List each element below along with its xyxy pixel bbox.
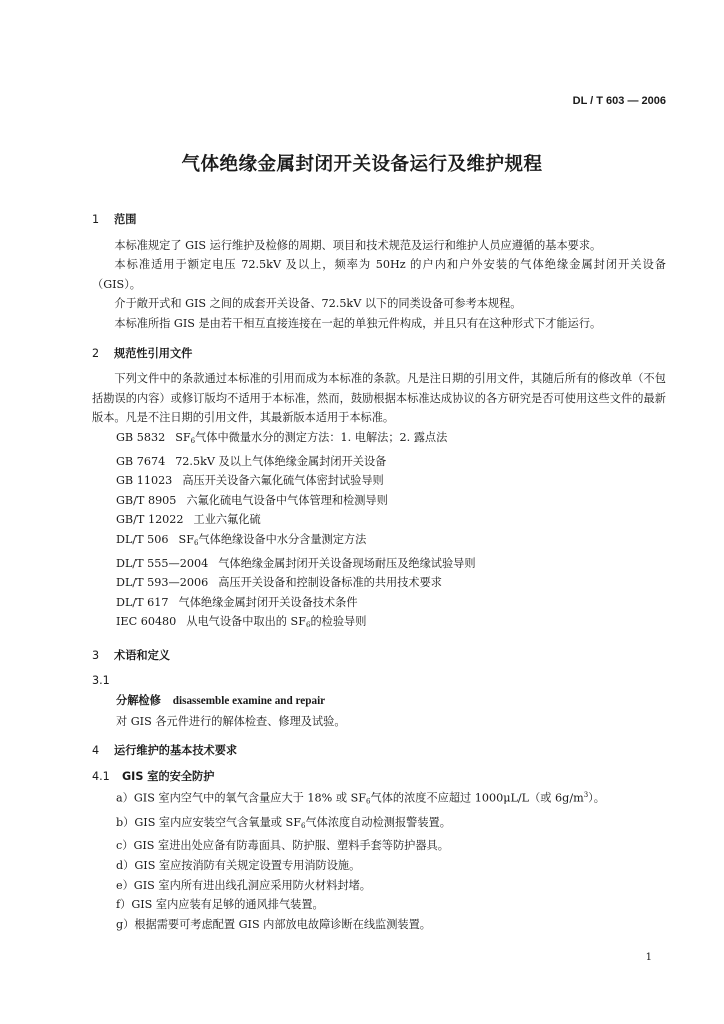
reference-code: GB 5832 [116,430,166,444]
reference-code: DL/T 506 [116,532,169,546]
reference-title: 气体绝缘金属封闭开关设备现场耐压及绝缘试验导则 [218,556,476,570]
section-1-paragraph-4: 本标准所指 GIS 是由若干相互直接连接在一起的单独元件构成，并且只有在这种形式下才能运行。 [114,316,602,330]
reference-title: 高压开关设备和控制设备标准的共用技术要求 [218,576,442,590]
reference-list [92,428,666,636]
list-item-b: b）GIS 室内应安装空气含氧量或 $SF_6$气体浓度自动检测报警装置。 [116,815,451,830]
list-item-f: f）GIS 室内应装有足够的通风排气装置。 [116,898,324,912]
reference-code: DL/T 593—2006 [116,576,209,590]
section-1-paragraph-1: 本标准规定了 GIS 运行维护及检修的周期、项目和技术规范及运行和维护人员应遵循的基本要求。 [114,238,602,252]
reference-title: 气体绝缘设备中水分含量测定方法 [198,532,367,546]
section-1-heading: 1 范围 [92,213,137,226]
reference-item [92,452,666,472]
reference-title: 的检验导则 [310,615,367,629]
section-2-heading: 2 规范性引用文件 [92,346,193,360]
reference-item [92,573,666,593]
reference-code: GB/T 12022 [116,513,184,527]
reference-title: 六氟化硫电气设备中气体管理和检测导则 [186,493,388,507]
section-2-paragraph: 下列文件中的条款通过本标准的引用而成为本标准的条款。凡是注日期的引用文件，其随后所有的修改单（不包括勘误的内容）或修订版均不适用于本标准，然而，鼓励根据本标准达成协议的各方研究是否可使用这些文件的最新版本。凡是不注日期的引用文件，其最新版本适用于本标准。 [92,372,666,425]
reference-title: 高压开关设备六氟化硫气体密封试验导则 [182,474,384,488]
reference-code: DL/T 555—2004 [116,556,209,570]
reference-item [92,593,666,613]
reference-code: GB/T 8905 [116,493,177,507]
document-body [92,210,666,934]
reference-title: 72.5kV 及以上气体绝缘金属封闭开关设备 [175,454,387,468]
reference-title: 气体绝缘金属封闭开关设备技术条件 [178,595,358,609]
section-4-heading: 4 运行维护的基本技术要求 [92,744,238,758]
reference-code: GB 11023 [116,474,173,488]
list-item-g: g）根据需要可考虑配置 GIS 内部放电故障诊断在线监测装置。 [116,917,431,931]
section-1-paragraph-3: 介于敞开式和 GIS 之间的成套开关设备、72.5kV 以下的同类设备可参考本规程。 [114,297,522,311]
list-item-a: a）GIS 室内空气中的氧气含量应大于 18% 或 $SF_6$气体的浓度不应超过 1000μL/L（或 $6g/m^3$）。 [116,791,605,807]
reference-code: IEC 60480 [116,615,177,629]
reference-item: IEC 60480 从电气设备中取出的 $SF_6$的检验导则 [116,615,367,630]
section-4-1-heading: 4.1 GIS 室的安全防护 [92,769,215,783]
reference-item [92,554,666,574]
reference-item [92,510,666,530]
standard-code: DL / T 603 — 2006 [572,95,666,107]
reference-item [92,471,666,491]
list-item-e: e）GIS 室内所有进出线孔洞应采用防火材料封堵。 [116,878,371,892]
term-definition: 对 GIS 各元件进行的解体检查、修理及试验。 [116,714,346,728]
reference-item: GB 5832 $SF_6$气体中微量水分的测定方法：1. 电解法；2. 露点法 [116,430,448,445]
reference-title: 工业六氟化硫 [193,513,261,527]
reference-title: 气体中微量水分的测定方法：1. 电解法；2. 露点法 [195,430,448,444]
list-item-d: d）GIS 室应按消防有关规定设置专用消防设施。 [116,858,361,872]
term-entry: 分解检修 disassemble examine and repair [116,694,326,708]
reference-code: GB 7674 [116,454,166,468]
section-3-1-number: 3.1 [92,674,110,688]
reference-item [92,491,666,511]
reference-item: DL/T 506 $SF_6$气体绝缘设备中水分含量测定方法 [116,532,367,547]
list-item-c: c）GIS 室进出处应备有防毒面具、防护服、塑料手套等防护器具。 [116,839,449,853]
section-1-paragraph-2: 本标准适用于额定电压 72.5kV 及以上，频率为 50Hz 的户内和户外安装的气体绝缘金属封闭开关设备（GIS）。 [92,258,666,291]
document-title: 气体绝缘金属封闭开关设备运行及维护规程 [181,154,543,175]
page-number: 1 [645,952,652,963]
reference-code: DL/T 617 [116,595,169,609]
section-3-heading: 3 术语和定义 [92,648,170,662]
